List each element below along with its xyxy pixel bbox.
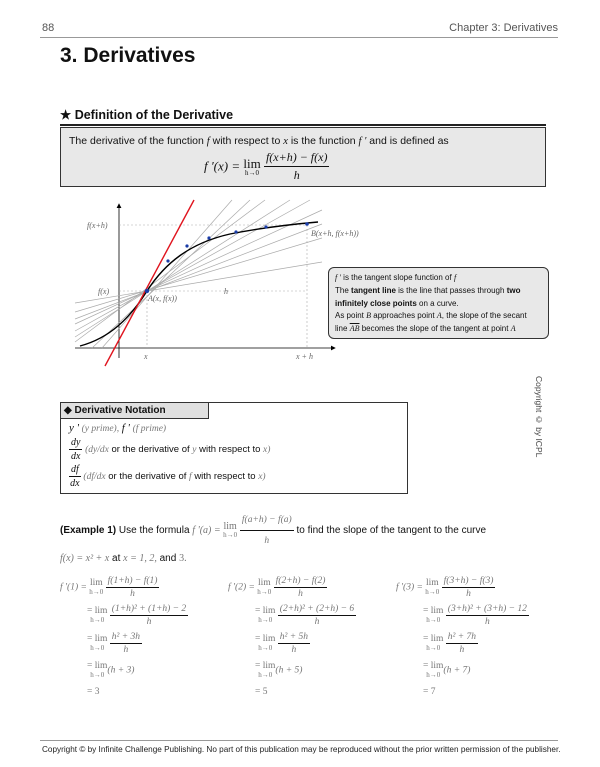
page-title: 3. Derivatives xyxy=(60,44,196,67)
label-point-b: B(x+h, f(x+h)) xyxy=(311,229,359,238)
info-line-4: As point B approaches point A, the slope of the secant xyxy=(335,311,527,321)
function-curve xyxy=(80,222,318,346)
definition-box xyxy=(60,127,546,187)
derivative-notation-box xyxy=(60,402,408,494)
info-line-2: The tangent line is the line that passes through two xyxy=(335,285,521,295)
label-fxh: f(x+h) xyxy=(87,221,108,230)
example-line-1: (Example 1) Use the formula f '(a) = lim h→0 $\frac{f(a+h) - f(a)}{h}$ to find the slope of the tangent to the curve xyxy=(60,511,560,550)
notation-heading: ◆ Derivative Notation xyxy=(61,403,209,419)
notation-row-dfdx: $\frac{df}{dx}$ (df/dx or the derivative of f with respect to x) xyxy=(70,464,266,489)
section-heading xyxy=(60,107,233,122)
example-1 xyxy=(60,511,560,568)
notation-row-dydx: $\frac{dy}{dx}$ (dy/dx or the derivative of y with respect to x) xyxy=(71,437,271,462)
example-line-2: f(x) = x² + x at x = 1, 2, and 3. xyxy=(60,553,187,564)
definition-sentence: The derivative of the function f with respect to x is the function f ' and is defined as xyxy=(69,135,449,147)
footer-copyright: Copyright © by Infinite Challenge Publishing. No part of this publication may be reproduced without the prior written permission of the publisher. xyxy=(42,745,561,754)
page-number: 88 xyxy=(42,22,55,34)
secant-lines xyxy=(75,200,322,348)
vertical-copyright: Copyright © by ICPL xyxy=(534,376,544,458)
notation-row-prime: y ' (y prime), f ' (f prime) xyxy=(69,422,167,434)
footer-rule xyxy=(40,740,558,741)
label-xh: x + h xyxy=(296,352,313,361)
definition-formula: f '(x) = lim h→0 $\frac{f(x+h) - f(x)}{h}$ xyxy=(204,150,328,182)
info-line-1: f ' is the tangent slope function of f xyxy=(335,273,457,282)
chapter-title: Chapter 3: Derivatives xyxy=(449,22,558,34)
header-rule xyxy=(40,37,558,38)
label-x: x xyxy=(144,352,148,361)
info-line-5: line $\overline{AB}$ becomes the slope of the tangent at point A xyxy=(335,324,516,334)
star-icon: ★ xyxy=(60,108,72,122)
section-underline xyxy=(60,124,546,126)
label-point-a: A(x, f(x)) xyxy=(148,294,177,303)
info-line-3: infinitely close points on a curve. xyxy=(335,298,459,308)
tangent-info-box xyxy=(328,267,549,339)
diamond-icon: ◆ xyxy=(64,405,72,416)
tangent-line xyxy=(105,200,194,366)
tangent-secant-graph xyxy=(60,198,360,368)
label-fx: f(x) xyxy=(98,287,110,296)
label-h: h xyxy=(224,287,228,296)
section-heading-text: Definition of the Derivative xyxy=(74,108,234,122)
